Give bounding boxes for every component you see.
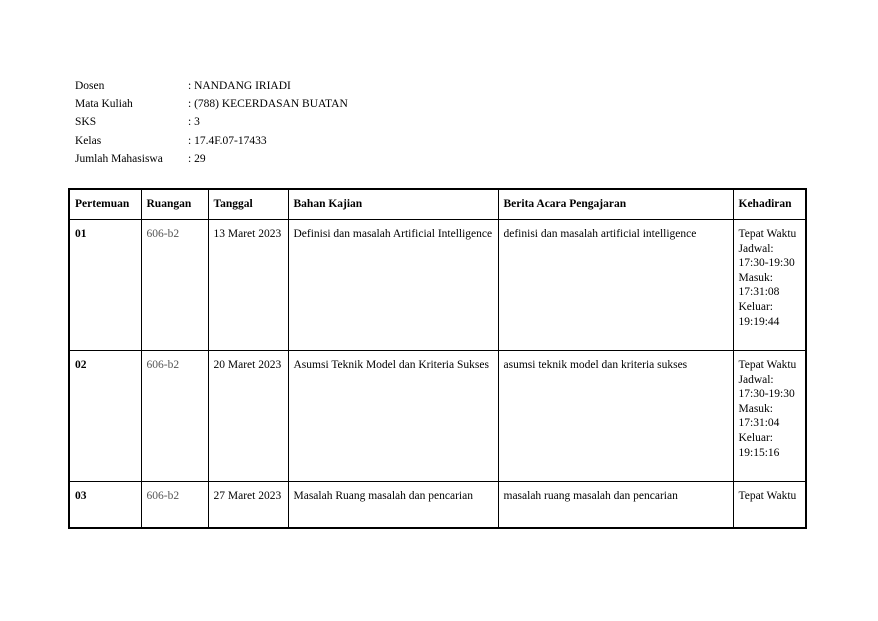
info-label: Kelas <box>75 134 102 147</box>
info-value: : 17.4F.07-17433 <box>188 134 267 147</box>
table-row <box>69 482 806 529</box>
info-label: Mata Kuliah <box>75 98 133 111</box>
cell-ruangan: 606-b2 <box>141 482 208 529</box>
cell-berita-acara: definisi dan masalah artificial intelligence <box>498 220 733 351</box>
info-row-sks <box>75 115 348 133</box>
header-berita-acara: Berita Acara Pengajaran <box>498 189 733 220</box>
header-tanggal: Tanggal <box>208 189 288 220</box>
info-label: SKS <box>75 116 97 129</box>
cell-berita-acara: masalah ruang masalah dan pencarian <box>498 482 733 529</box>
table-row <box>69 351 806 482</box>
info-label: Jumlah Mahasiswa <box>75 152 163 165</box>
info-value: : (788) KECERDASAN BUATAN <box>188 98 348 111</box>
cell-tanggal: 13 Maret 2023 <box>208 220 288 351</box>
info-row-dosen <box>75 79 348 97</box>
cell-berita-acara: asumsi teknik model dan kriteria sukses <box>498 351 733 482</box>
info-label: Dosen <box>75 80 105 92</box>
cell-bahan-kajian: Definisi dan masalah Artificial Intelligence <box>288 220 498 351</box>
header-kehadiran: Kehadiran <box>733 189 806 220</box>
info-value: : 29 <box>188 152 206 165</box>
cell-pertemuan: 03 <box>69 482 141 529</box>
info-row-kelas <box>75 134 348 152</box>
attendance-table-wrap <box>68 188 807 529</box>
table-row <box>69 220 806 351</box>
cell-bahan-kajian: Asumsi Teknik Model dan Kriteria Sukses <box>288 351 498 482</box>
info-row-jumlah-mahasiswa <box>75 152 348 170</box>
cell-tanggal: 27 Maret 2023 <box>208 482 288 529</box>
cell-ruangan: 606-b2 <box>141 220 208 351</box>
info-value: : NANDANG IRIADI <box>188 80 291 92</box>
cell-kehadiran: Tepat Waktu Jadwal: 17:30-19:30 Masuk: 17:31:08 Keluar: 19:19:44 <box>733 220 806 351</box>
attendance-table <box>68 188 807 529</box>
cell-ruangan: 606-b2 <box>141 351 208 482</box>
header-bahan-kajian: Bahan Kajian <box>288 189 498 220</box>
cell-pertemuan: 01 <box>69 220 141 351</box>
cell-bahan-kajian: Masalah Ruang masalah dan pencarian <box>288 482 498 529</box>
cell-pertemuan: 02 <box>69 351 141 482</box>
cell-kehadiran: Tepat Waktu <box>733 482 806 529</box>
cell-kehadiran: Tepat Waktu Jadwal: 17:30-19:30 Masuk: 17:31:04 Keluar: 19:15:16 <box>733 351 806 482</box>
header-ruangan: Ruangan <box>141 189 208 220</box>
info-row-mata-kuliah <box>75 97 348 115</box>
info-value: : 3 <box>188 116 200 129</box>
table-header-row <box>69 189 806 220</box>
course-info <box>75 79 348 170</box>
cell-tanggal: 20 Maret 2023 <box>208 351 288 482</box>
header-pertemuan: Pertemuan <box>69 189 141 220</box>
